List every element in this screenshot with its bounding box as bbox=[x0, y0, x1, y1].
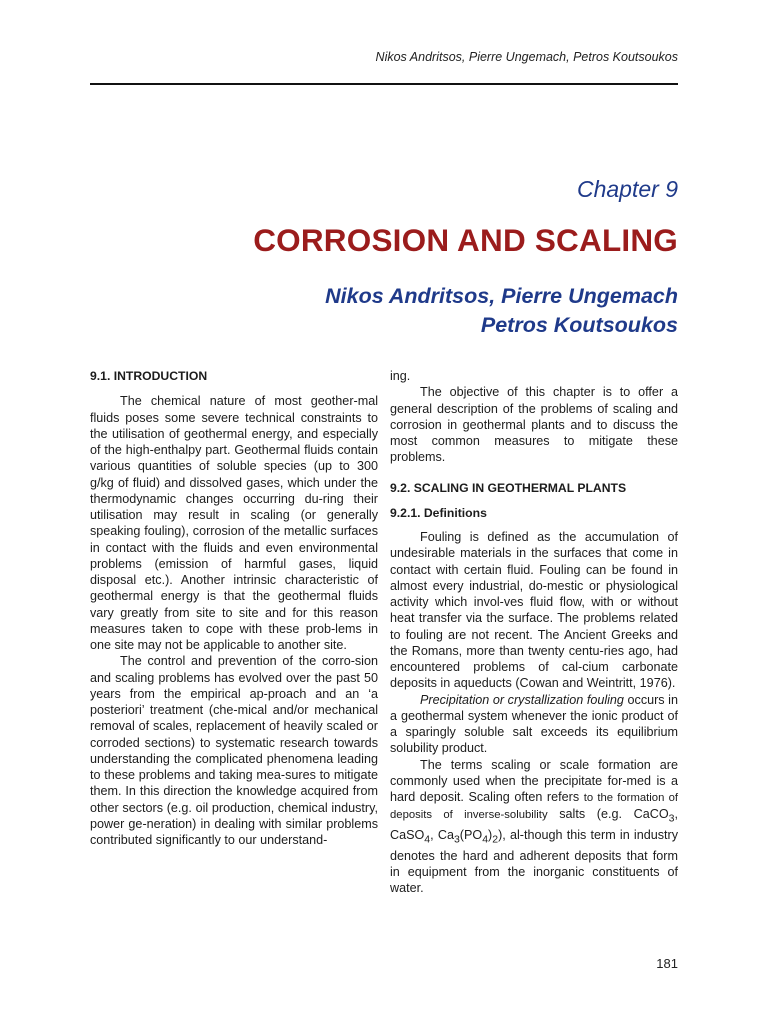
para3-small-text: to the formation of deposits of inverse-solubility bbox=[390, 792, 678, 822]
para3-text-e: (PO bbox=[459, 828, 483, 843]
term-precipitation-fouling: Precipitation or crystallization fouling bbox=[420, 692, 624, 707]
authors-line-1: Nikos Andritsos, Pierre Ungemach bbox=[325, 284, 678, 308]
running-head-authors: Nikos Andritsos, Pierre Ungemach, Petros Koutsoukos bbox=[375, 50, 678, 64]
intro-paragraph-1: The chemical nature of most geother-mal fluids poses some severe technical constraints to the utilisation of geothermal energy, and especially of the high-enthalpy part. Geothermal fluids contain various quantities of soluble species (up to 300 g/kg of fluid) and dissolved gases, which under the thermodynamic changes occurring du-ring their utilisation may result in scaling (or generally speaking fouling), corrosion of the metallic surfaces in contact with the fluids and even environmental problems (emission of harmful gases, liquid disposal etc.). Another intrinsic characteristic of geothermal energy is that the geothermal fluids vary greatly from site to site and for this reason measures taken to cope with these prob-lems in one site may not be applicable to another site. bbox=[90, 394, 378, 652]
para3-text-c: , CaSO bbox=[390, 807, 678, 843]
definitions-paragraph-3 bbox=[390, 757, 678, 897]
right-column bbox=[390, 368, 678, 897]
intro-paragraph-3: The objective of this chapter is to offer a general description of the problems of scaling and corrosion in geothermal plants and to discuss the most common measures to mitigate these problems. bbox=[390, 385, 678, 465]
subscript: 4 bbox=[482, 833, 489, 846]
para3-text-a: The terms scaling or scale formation are commonly used when the precipitate for-med is a hard deposit. Scaling often refers bbox=[390, 757, 678, 804]
para3-text-d: , Ca bbox=[430, 828, 454, 843]
header-rule bbox=[90, 83, 678, 85]
subscript: 3 bbox=[668, 812, 675, 825]
definitions-paragraph-2-text: occurs in a geothermal system whenever the ionic product of a sparingly soluble salt exceeds its equilibrium solubility product. bbox=[390, 692, 678, 756]
authors-line-2: Petros Koutsoukos bbox=[480, 313, 678, 337]
para3-text-g: ), al-though this term in industry denotes the hard and adherent deposits that form in equipment from the inorganic constituents of water. bbox=[390, 828, 678, 896]
para3-text-f: ) bbox=[488, 828, 493, 843]
intro-paragraph-2-continued: ing. bbox=[390, 369, 411, 383]
subsection-heading-definitions: 9.2.1. Definitions bbox=[390, 505, 487, 520]
para3-text-b: salts (e.g. CaCO bbox=[559, 807, 669, 822]
definitions-paragraph-1: Fouling is defined as the accumulation of undesirable materials in the surfaces that come in contact with certain fluid. Fouling can be found in almost every industrial, do-mestic or physiological activity which invol-ves fluid flow, with or without heat transfer via the surface. The problems related to fouling are not recent. The Ancient Greeks and the Romans, more than twenty centu-ries ago, had encountered problems of cal-cium carbonate deposits in aqueducts (Cowan and Weintritt, 1976). bbox=[390, 530, 678, 691]
subscript: 2 bbox=[492, 833, 499, 846]
chapter-authors bbox=[325, 282, 678, 340]
page-number: 181 bbox=[656, 956, 678, 971]
left-column bbox=[90, 368, 378, 848]
section-heading-introduction: 9.1. INTRODUCTION bbox=[90, 369, 208, 383]
intro-paragraph-2: The control and prevention of the corro-sion and scaling problems has evolved over the past 50 years from the empirical ap-proach and an ‘a posteriori’ treatment (che-mical and/or mechanical removal of scales, replacement of heavily scaled or corroded sections) to systematic research towards understanding the complicated phenomena leading to these problems and taking mea-sures to mitigate them. In this direction the knowledge acquired from other sectors (e.g. oil production, chemical industry, power ge-neration) in dealing with similar problems contributed significantly to our understand- bbox=[90, 654, 378, 847]
definitions-paragraph-2 bbox=[390, 692, 678, 757]
chapter-title: CORROSION AND SCALING bbox=[253, 222, 678, 258]
subscript: 3 bbox=[453, 833, 460, 846]
chapter-number: Chapter 9 bbox=[576, 176, 678, 202]
section-heading-scaling: 9.2. SCALING IN GEOTHERMAL PLANTS bbox=[390, 480, 627, 495]
subscript: 4 bbox=[424, 833, 431, 846]
